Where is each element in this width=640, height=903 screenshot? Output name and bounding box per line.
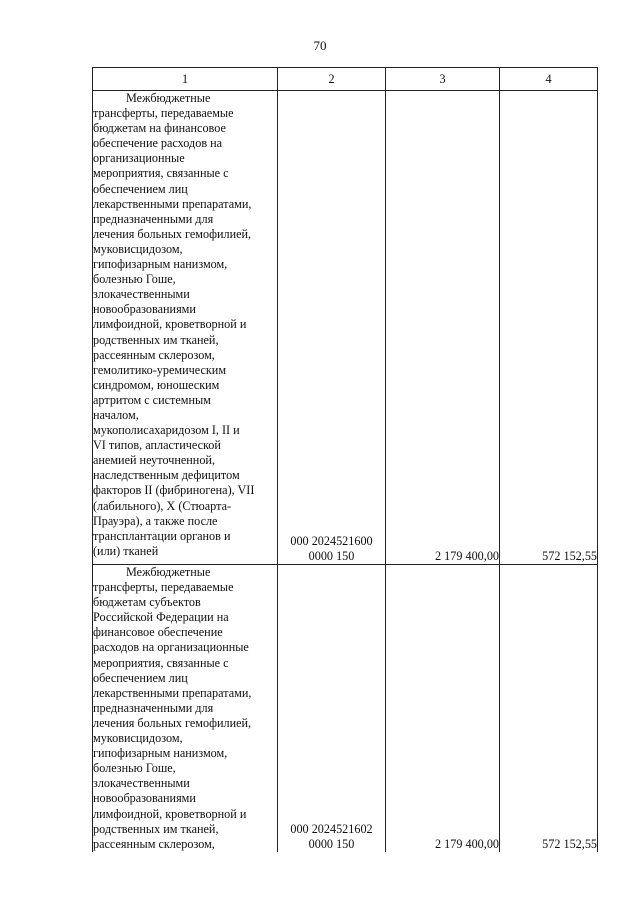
row-code: 000 2024521600 0000 150 [278,91,386,565]
column-header-4: 4 [500,68,598,91]
column-header-1: 1 [93,68,278,91]
table-row [93,565,598,852]
table-row [93,91,598,565]
row-amount-2: 572 152,55 [500,565,598,852]
table-header-row [93,68,598,91]
budget-table [92,67,598,852]
page-number: 70 [313,38,327,53]
column-header-2: 2 [278,68,386,91]
row-description: Межбюджетные трансферты, передаваемые бюджетам субъектов Российской Федерации на финансовое обеспечение расходов на организационные мероприятия, связанные с обеспечением лиц лекарственными препаратами, предназначенными для лечения больных гемофилией, муковисцидозом, гипофизарным нанизмом, болезнью Гоше, злокачественными новообразованиями лимфоидной, кроветворной и родственных им тканей, рассеянным склерозом, [93,565,252,851]
row-amount-2: 572 152,55 [500,91,598,565]
row-amount: 2 179 400,00 [386,565,500,852]
row-amount: 2 179 400,00 [386,91,500,565]
row-description-cell [93,565,278,852]
row-description: Межбюджетные трансферты, передаваемые бюджетам на финансовое обеспечение расходов на организационные мероприятия, связанные с обеспечением лиц лекарственными препаратами, предназначенными для лечения больных гемофилией, муковисцидозом, гипофизарным нанизмом, болезнью Гоше, злокачественными новообразованиями лимфоидной, кроветворной и родственных им тканей, рассеянным склерозом, гемолитико-уремическим синдромом, юношеским артритом с системным началом, мукополисахаридозом I, II и VI типов, апластической анемией неуточненной, наследственным дефицитом факторов II (фибриногена), VII (лабильного), X (Стюарта- Прауэра), а также после трансплантации органов и (или) тканей [93,91,255,558]
column-header-3: 3 [386,68,500,91]
row-code: 000 2024521602 0000 150 [278,565,386,852]
row-description-cell [93,91,278,565]
